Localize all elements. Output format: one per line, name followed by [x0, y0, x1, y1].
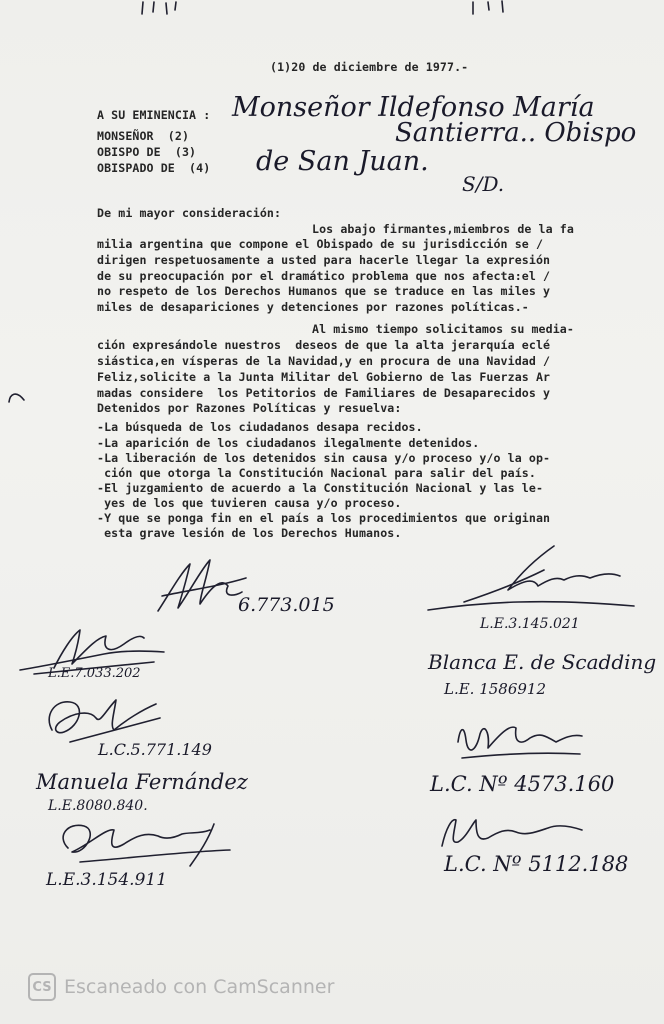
request-item: yes de los que tuvieren causa y/o proceso. — [97, 496, 402, 510]
signature-right-1 — [424, 540, 644, 620]
signature-left-3-id: L.C.5.771.149 — [98, 740, 212, 759]
monsenor-label: MONSEÑOR (2) — [97, 129, 190, 143]
paragraph2-line: siástica,en vísperas de la Navidad,y en procura de una Navidad / — [97, 354, 551, 368]
paragraph2-line: Detenidos por Razones Políticas y resuelva: — [97, 401, 402, 415]
signature-right-4-id: L.C. Nº 5112.188 — [444, 852, 629, 876]
signature-left-5 — [50, 814, 240, 874]
request-item: -Y que se ponga fin en el país a los procedimientos que originan — [97, 511, 551, 525]
paragraph2-line: Feliz,solicite a la Junta Militar del Gobierno de las Fuerzas Ar — [97, 370, 551, 384]
paragraph1-line: de su preocupación por el dramático problema que nos afecta:el / — [97, 269, 551, 283]
signature-right-1-id: L.E.3.145.021 — [480, 616, 580, 632]
request-item: -La aparición de los ciudadanos ilegalmente detenidos. — [97, 436, 480, 450]
handwritten-addressee-line1: Monseñor Ildefonso María — [232, 92, 595, 123]
signature-left-2-id: L.E.7.033.202 — [48, 666, 141, 681]
signature-right-4 — [432, 808, 592, 858]
signature-left-5-id: L.E.3.154.911 — [46, 870, 168, 890]
paragraph1-line: milia argentina que compone el Obispado de su jurisdicción se / — [97, 237, 544, 251]
signature-left-1-id: 6.773.015 — [238, 594, 335, 616]
request-item: -El juzgamiento de acuerdo a la Constitución Nacional y las le- — [97, 481, 544, 495]
paragraph1-line: dirigen respetuosamente a usted para hacerle llegar la expresión — [97, 253, 551, 267]
paragraph2-line: ción expresándole nuestros deseos de que la alta jerarquía eclé — [97, 338, 551, 352]
top-edge-marks — [140, 0, 180, 18]
request-item: -La liberación de los detenidos sin causa y/o proceso y/o la op- — [97, 451, 551, 465]
signature-left-1 — [150, 556, 250, 626]
addressee-label: A SU EMINENCIA : — [97, 108, 211, 122]
request-item: -La búsqueda de los ciudadanos desapa recidos. — [97, 420, 423, 434]
obispo-de-label: OBISPO DE (3) — [97, 145, 197, 159]
signature-left-4-name: Manuela Fernández — [36, 770, 248, 794]
request-item: esta grave lesión de los Derechos Humanos. — [97, 526, 402, 540]
margin-mark — [6, 388, 30, 404]
signature-right-2-id: L.E. 1586912 — [444, 680, 547, 698]
signature-right-2-name: Blanca E. de Scadding — [428, 650, 657, 674]
request-item: ción que otorga la Constitución Nacional para salir del país. — [97, 466, 536, 480]
handwritten-addressee-line3: de San Juan. — [256, 146, 429, 177]
camscanner-logo: CS — [28, 973, 56, 1001]
camscanner-label: Escaneado con CamScanner — [64, 976, 335, 998]
obispado-de-label: OBISPADO DE (4) — [97, 161, 211, 175]
signature-right-3-id: L.C. Nº 4573.160 — [430, 772, 615, 796]
top-edge-marks-right — [470, 0, 510, 18]
paragraph1-line: no respeto de los Derechos Humanos que se traduce en las miles y — [97, 284, 551, 298]
date-line: (1)20 de diciembre de 1977.- — [270, 60, 469, 74]
camscanner-watermark — [28, 970, 334, 1004]
paragraph2-line: Al mismo tiempo solicitamos su media- — [312, 322, 574, 336]
handwritten-addressee-line2: Santierra.. Obispo — [395, 118, 637, 148]
paragraph1-line: Los abajo firmantes,miembros de la fa — [312, 222, 574, 236]
signature-right-3 — [450, 712, 590, 772]
handwritten-sd: S/D. — [462, 172, 505, 196]
greeting: De mi mayor consideración: — [97, 206, 282, 220]
paragraph1-line: miles de desapariciones y detenciones por razones políticas.- — [97, 300, 529, 314]
paragraph2-line: madas considere los Petitorios de Familiares de Desaparecidos y — [97, 386, 551, 400]
signature-left-4-id: L.E.8080.840. — [48, 798, 148, 814]
